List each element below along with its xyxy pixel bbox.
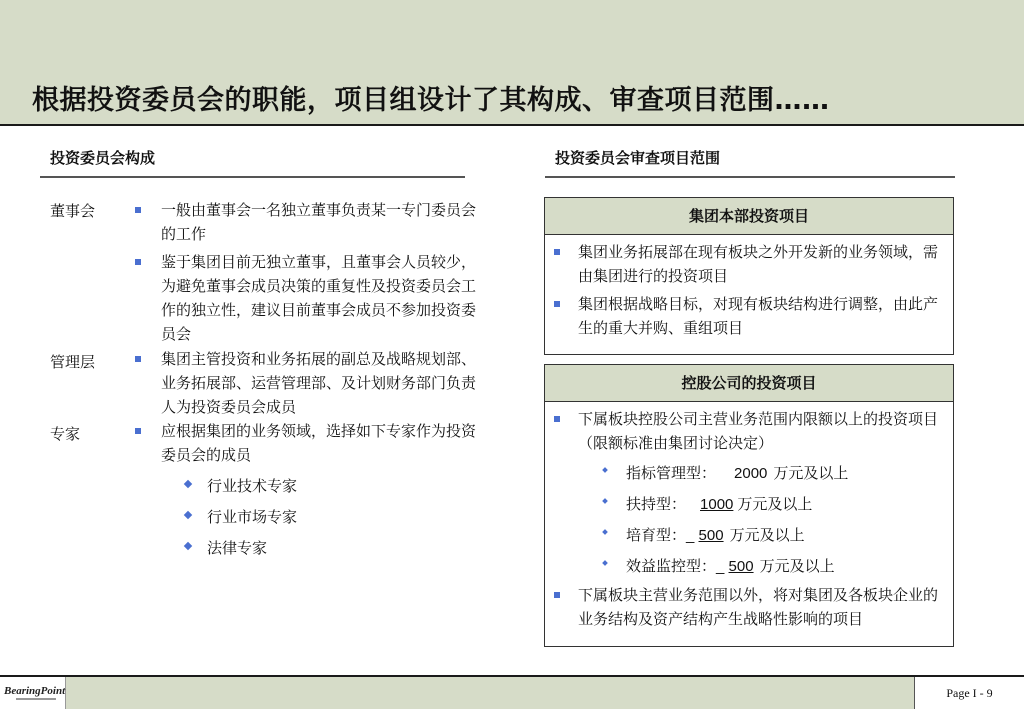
experts-bullet-1: 应根据集团的业务领域，选择如下专家作为投资委员会的成员 bbox=[161, 422, 477, 464]
expert-type-legal: 法律专家 bbox=[207, 539, 268, 557]
row-label-board: 董事会 bbox=[50, 202, 96, 220]
holding-bullet-2: 下属板块主营业务范围以外，将对集团及各板块企业的业务结构及资产结构产生战略性影响的项目 bbox=[578, 586, 938, 628]
bullet-icon bbox=[554, 301, 560, 307]
tier-incubation: 培育型：_ 500 万元及以上 bbox=[626, 526, 805, 544]
right-section-heading: 投资委员会审查项目范围 bbox=[555, 149, 721, 167]
page-number: Page I - 9 bbox=[946, 686, 993, 700]
bullet-icon bbox=[554, 592, 560, 598]
management-bullet-1: 集团主管投资和业务拓展的副总及战略规划部、业务拓展部、运营管理部、及计划财务部门负责人为投资委员会成员 bbox=[161, 350, 477, 416]
bearingpoint-logo: BearingPoint bbox=[0, 677, 66, 709]
hq-bullet-2: 集团根据战略目标，对现有板块结构进行调整，由此产生的重大并购、重组项目 bbox=[578, 295, 939, 337]
hq-bullet-1: 集团业务拓展部在现有板块之外开发新的业务领域，需由集团进行的投资项目 bbox=[578, 243, 939, 285]
holding-company-projects-title: 控股公司的投资项目 bbox=[545, 365, 953, 402]
board-bullet-2: 鉴于集团目前无独立董事，且董事会人员较少，为避免董事会成员决策的重复性及投资委员会工作的独立性，建议目前董事会成员不参加投资委员会 bbox=[161, 253, 477, 343]
tier-indicator-management: 指标管理型： 2000 万元及以上 bbox=[626, 464, 849, 482]
right-heading-rule bbox=[545, 176, 955, 178]
left-section-heading: 投资委员会构成 bbox=[50, 149, 156, 167]
tier-support: 扶持型： 1000 万元及以上 bbox=[626, 495, 813, 513]
bullet-icon bbox=[135, 428, 141, 434]
left-heading-rule bbox=[40, 176, 465, 178]
page-number-box bbox=[914, 677, 1024, 709]
bullet-icon bbox=[135, 259, 141, 265]
bullet-icon bbox=[135, 356, 141, 362]
footer-band bbox=[0, 675, 1024, 709]
slide-title: 根据投资委员会的职能，项目组设计了其构成、审查项目范围…… bbox=[32, 85, 830, 116]
expert-type-technology: 行业技术专家 bbox=[207, 477, 298, 495]
tier-performance-monitoring: 效益监控型：_ 500 万元及以上 bbox=[626, 557, 835, 575]
diamond-bullet-icon bbox=[184, 542, 192, 550]
diamond-bullet-icon bbox=[184, 480, 192, 488]
board-bullet-1: 一般由董事会一名独立董事负责某一专门委员会的工作 bbox=[161, 201, 477, 243]
bullet-icon bbox=[135, 207, 141, 213]
diamond-bullet-icon bbox=[184, 511, 192, 519]
bullet-icon bbox=[554, 416, 560, 422]
bullet-icon bbox=[554, 249, 560, 255]
row-label-experts: 专家 bbox=[50, 425, 81, 443]
holding-bullet-1: 下属板块控股公司主营业务范围内限额以上的投资项目（限额标准由集团讨论决定） bbox=[578, 410, 939, 452]
group-hq-projects-title: 集团本部投资项目 bbox=[545, 198, 953, 235]
row-label-management: 管理层 bbox=[50, 353, 96, 371]
expert-type-market: 行业市场专家 bbox=[207, 508, 298, 526]
